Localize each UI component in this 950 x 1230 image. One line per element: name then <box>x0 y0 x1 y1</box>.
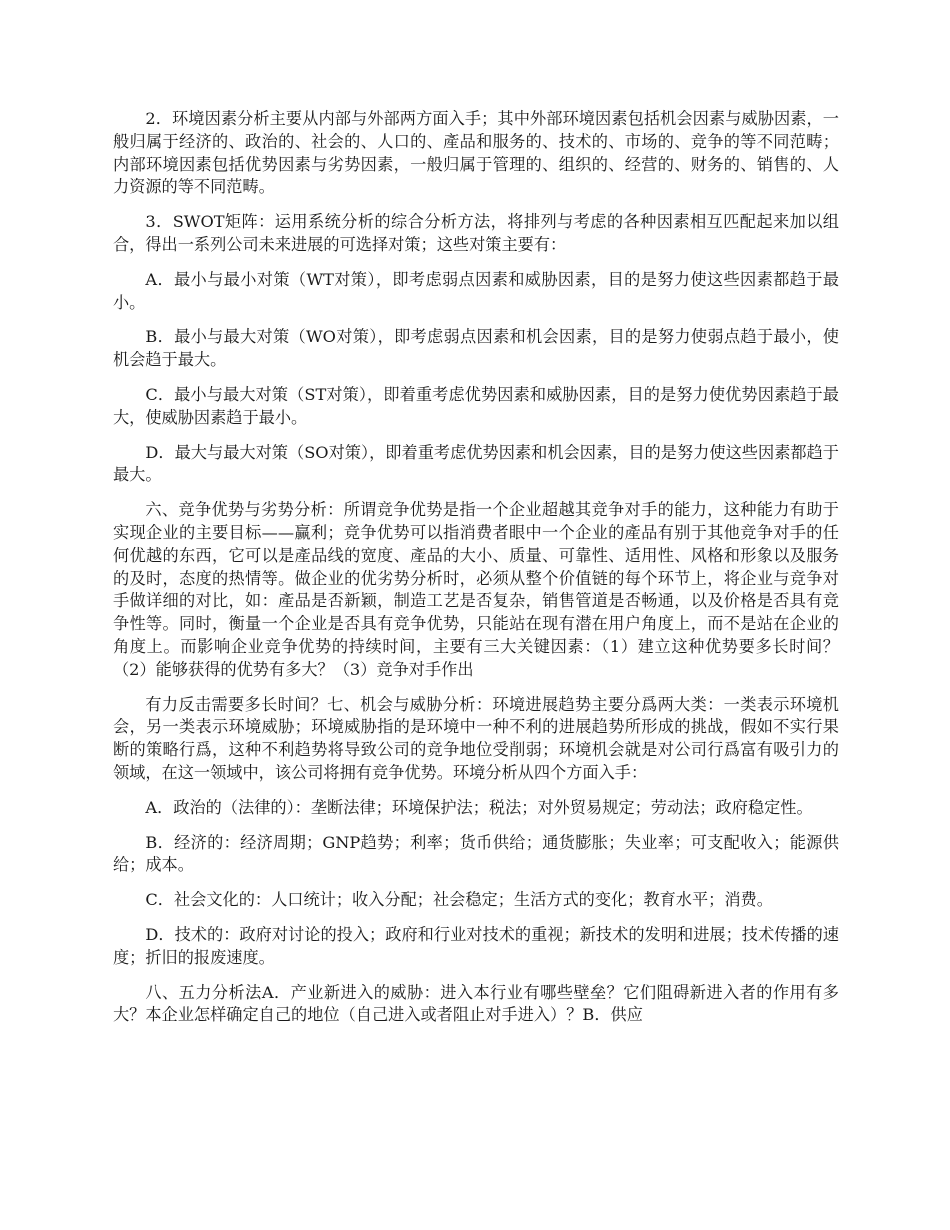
paragraph-wo-strategy: B．最小与最大对策（WO对策），即考虑弱点因素和机会因素，目的是努力使弱点趋于最小，使机会趋于最大。 <box>113 327 839 370</box>
paragraph-swot-matrix: 3．SWOT矩阵：运用系统分析的综合分析方法，将排列与考虑的各种因素相互匹配起来加以组合，得出一系列公司未来进展的可选择对策；这些对策主要有： <box>113 212 839 254</box>
paragraph-economic: B．经济的：经济周期；GNP趋势；利率；货币供给；通货膨胀；失业率；可支配收入；能源供给；成本。 <box>113 832 839 875</box>
paragraph-so-strategy: D．最大与最大对策（SO对策），即着重考虑优势因素和机会因素，目的是努力使这些因素都趋于最大。 <box>113 442 839 485</box>
paragraph-five-forces: 八、五力分析法A．产业新进入的威胁：进入本行业有哪些壁垒？它们阻碍新进入者的作用有多大？本企业怎样确定自己的地位（自己进入或者阻止对手进入）？B．供应 <box>113 982 839 1025</box>
paragraph-environment-factors: 2．环境因素分析主要从内部与外部两方面入手；其中外部环境因素包括机会因素与威胁因素，一般归属于经济的、政治的、社会的、人口的、產品和服务的、技术的、市场的、竞争的等不同范畴；内部环境因素包括优势因素与劣势因素，一般归属于管理的、组织的、经营的、财务的、销售的、人力资源的等不同范畴。 <box>113 109 839 197</box>
paragraph-st-strategy: C．最小与最大对策（ST对策），即着重考虑优势因素和威胁因素，目的是努力使优势因素趋于最大，使威胁因素趋于最小。 <box>113 384 839 427</box>
document-page <box>113 108 839 1039</box>
paragraph-technology: D．技术的：政府对讨论的投入；政府和行业对技术的重视；新技术的发明和进展；技术传播的速度；折旧的报废速度。 <box>113 924 839 967</box>
paragraph-opportunity-threat: 有力反击需要多长时间？七、机会与威胁分析：环境进展趋势主要分爲两大类：一类表示环境机会，另一类表示环境威胁；环境威胁指的是环境中一种不利的进展趋势所形成的挑战，假如不实行果断的策略行爲，这种不利趋势将导致公司的竞争地位受削弱；环境机会就是对公司行爲富有吸引力的领域，在这一领域中，该公司将拥有竞争优势。环境分析从四个方面入手： <box>113 694 839 782</box>
paragraph-wt-strategy: A．最小与最小对策（WT对策），即考虑弱点因素和威胁因素，目的是努力使这些因素都趋于最小。 <box>113 269 839 312</box>
paragraph-political: A．政治的（法律的）：垄断法律；环境保护法；税法；对外贸易规定；劳动法；政府稳定性。 <box>145 797 813 817</box>
paragraph-competitive-advantage: 六、竞争优势与劣势分析：所谓竞争优势是指一个企业超越其竞争对手的能力，这种能力有助于实现企业的主要目标——赢利；竞争优势可以指消费者眼中一个企业的產品有别于其他竞争对手的任何优越的东西，它可以是產品线的宽度、產品的大小、质量、可靠性、适用性、风格和形象以及服务的及时，态度的热情等。做企业的优劣势分析时，必须从整个价值链的每个环节上，将企业与竞争对手做详细的对比，如：產品是否新颖，制造工艺是否复杂，销售管道是否畅通，以及价格是否具有竞争性等。同时，衡量一个企业是否具有竞争优势，只能站在现有潜在用户角度上，而不是站在企业的角度上。而影响企业竞争优势的持续时间，主要有三大关键因素：（1）建立这种优势要多长时间？（2）能够获得的优势有多大？（3）竞争对手作出 <box>113 500 839 679</box>
paragraph-social-cultural: C．社会文化的：人口统计；收入分配；社会稳定；生活方式的变化；教育水平；消费。 <box>145 890 773 910</box>
